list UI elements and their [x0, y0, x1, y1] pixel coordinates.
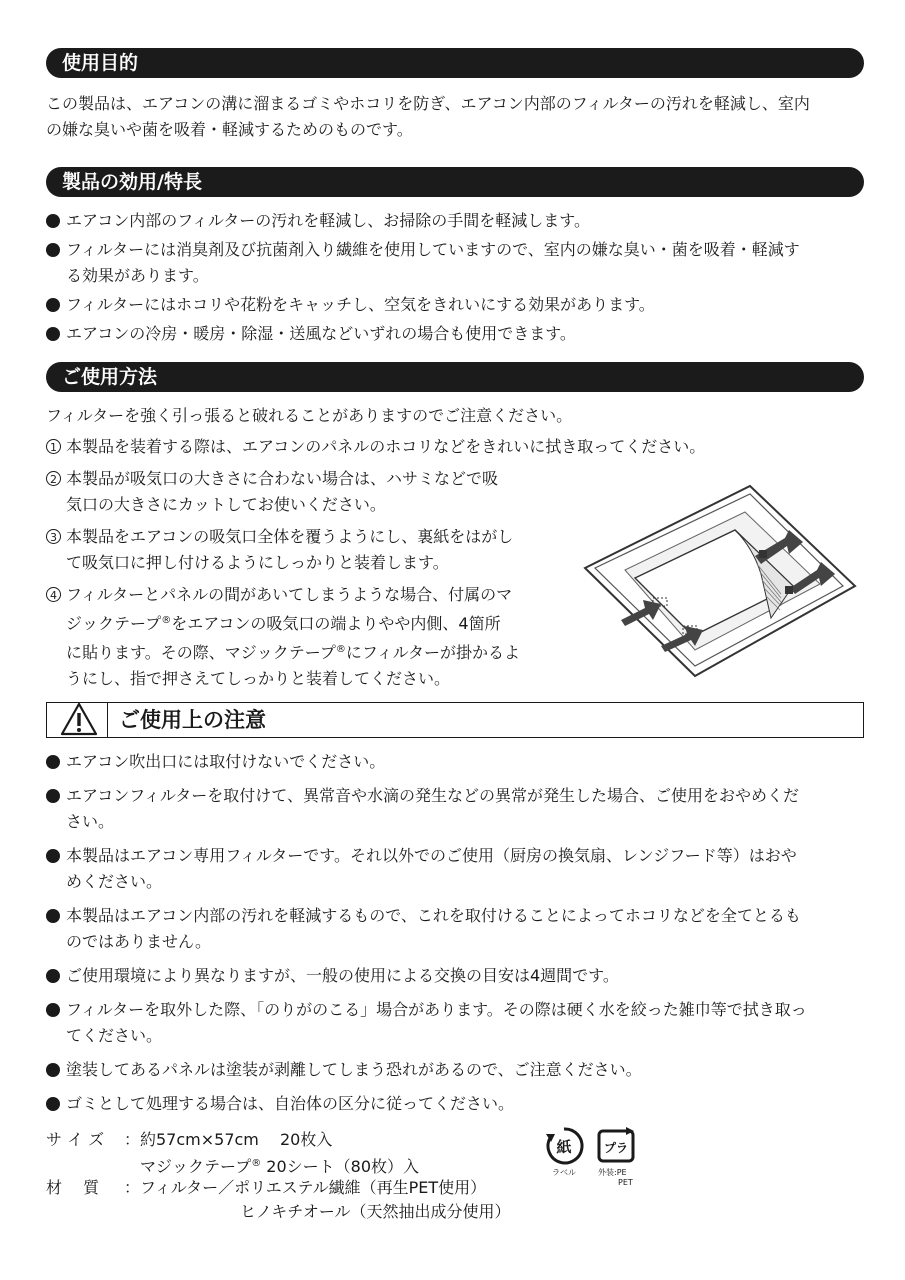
paper-caption: ラベル: [552, 1168, 576, 1177]
features-list: [46, 208, 800, 347]
list-item-text: フィルターを取外した際、「のりがのこる」場合があります。その際は硬く水を絞った雑巾等で拭き取っ: [66, 1000, 807, 1019]
list-item: [46, 292, 800, 318]
step-text: 本製品をエアコンの吸気口全体を覆うようにし、裏紙をはがし: [66, 527, 514, 546]
list-item-text: ゴミとして処理する場合は、自治体の区分に従ってください。: [66, 1094, 515, 1113]
caution-list: [46, 749, 807, 1117]
step-text-part: にフィルターが掛かるよ: [345, 643, 521, 662]
list-item-text: のではありません。: [66, 932, 211, 951]
step-text: て吸気口に押し付けるようにしっかりと装着します。: [66, 553, 449, 572]
list-item-text: 本製品はエアコン専用フィルターです。それ以外でのご使用（厨房の換気扇、レンジフード等）はおや: [66, 846, 797, 865]
material-label: 材 質: [46, 1178, 100, 1197]
bullet-icon: [46, 214, 60, 228]
size-colon: ：: [124, 1130, 141, 1149]
features-header: [46, 167, 864, 197]
size-label: サ イ ズ: [46, 1130, 105, 1149]
purpose-header: [46, 48, 864, 78]
bullet-icon: [46, 789, 60, 803]
purpose-line: の嫌な臭いや菌を吸着・軽減するためのものです。: [46, 120, 413, 139]
plastic-recycle-icon: [596, 1126, 636, 1166]
plastic-mark-text: プラ: [603, 1141, 629, 1155]
bullet-icon: [46, 849, 60, 863]
caution-header: [46, 702, 864, 738]
usage-intro: フィルターを強く引っ張ると破れることがありますのでご注意ください。: [46, 406, 573, 425]
list-item-text: る効果があります。: [66, 266, 209, 285]
list-item-text: てください。: [66, 1026, 163, 1045]
bullet-icon: [46, 1003, 60, 1017]
bullet-icon: [46, 909, 60, 923]
list-item-text: エアコンの冷房・暖房・除湿・送風などいずれの場合も使用できます。: [66, 324, 576, 343]
usage-title: ご使用方法: [62, 366, 158, 388]
step-number: 4: [46, 587, 61, 602]
list-item: [46, 237, 800, 289]
bullet-icon: [46, 243, 60, 257]
paper-recycle-icon: [544, 1126, 584, 1166]
step-number: 3: [46, 529, 61, 544]
list-item-text: エアコン内部のフィルターの汚れを軽減し、お掃除の手間を軽減します。: [66, 211, 591, 230]
step-text-part: ジックテープ: [66, 614, 162, 633]
step-text-part: をエアコンの吸気口の端よりやや内側、4箇所: [171, 614, 501, 633]
purpose-text: [46, 91, 810, 143]
size-value: 約57cm×57cm 20枚入: [140, 1130, 333, 1149]
purpose-title: 使用目的: [62, 52, 139, 74]
step-text: フィルターとパネルの間があいてしまうような場合、付属のマ: [66, 585, 513, 604]
step-text: うにし、指で押さえてしっかりと装着してください。: [66, 669, 451, 688]
registered-mark: ®: [161, 615, 172, 626]
list-item: [46, 843, 807, 895]
caution-divider: [107, 703, 108, 737]
features-title: 製品の効用/特長: [62, 171, 202, 193]
list-item-text: めください。: [66, 872, 163, 891]
list-item: [46, 1091, 807, 1117]
bullet-icon: [46, 1097, 60, 1111]
bullet-icon: [46, 755, 60, 769]
list-item-text: 塗装してあるパネルは塗装が剥離してしまう恐れがあるので、ご注意ください。: [66, 1060, 642, 1079]
step-number: 1: [46, 439, 61, 454]
list-item: [46, 903, 807, 955]
registered-mark: ®: [251, 1158, 262, 1169]
registered-mark: ®: [335, 644, 346, 655]
list-item-text: エアコン吹出口には取付けないでください。: [66, 752, 386, 771]
step-text: 本製品が吸気口の大きさに合わない場合は、ハサミなどで吸: [66, 469, 499, 488]
bullet-icon: [46, 969, 60, 983]
step-item: [46, 434, 705, 460]
caution-title: ご使用上の注意: [119, 708, 266, 732]
installation-illustration: [575, 478, 860, 678]
step-text-part: に貼ります。その際、マジックテープ: [66, 643, 336, 662]
material-value-2: ヒノキチオール（天然抽出成分使用）: [240, 1202, 511, 1221]
step-number: 2: [46, 471, 61, 486]
list-item: [46, 321, 800, 347]
paper-mark-text: 紙: [556, 1138, 572, 1156]
material-colon: ：: [124, 1178, 141, 1197]
size-value-2: [140, 1152, 419, 1178]
step-text: 本製品を装着する際は、エアコンのパネルのホコリなどをきれいに拭き取ってください。: [66, 437, 706, 456]
warning-icon: [59, 701, 99, 737]
list-item-text: フィルターにはホコリや花粉をキャッチし、空気をきれいにする効果があります。: [66, 295, 655, 314]
list-item: [46, 783, 807, 835]
list-item: [46, 208, 800, 234]
list-item: [46, 749, 807, 775]
list-item: [46, 1057, 807, 1083]
size-value-part: 20シート（80枚）入: [261, 1157, 420, 1176]
bullet-icon: [46, 1063, 60, 1077]
size-value-part: マジックテープ: [140, 1157, 252, 1176]
list-item-text: さい。: [66, 812, 115, 831]
list-item: [46, 963, 807, 989]
purpose-line: この製品は、エアコンの溝に溜まるゴミやホコリを防ぎ、エアコン内部のフィルターの汚れを軽減し、室内: [46, 94, 810, 113]
list-item-text: エアコンフィルターを取付けて、異常音や水滴の発生などの異常が発生した場合、ご使用をおやめくだ: [66, 786, 799, 805]
material-value: フィルター／ポリエステル繊維（再生PET使用）: [140, 1178, 487, 1197]
usage-header: [46, 362, 864, 392]
plastic-caption-2: PET: [618, 1178, 633, 1187]
plastic-caption: 外装:PE: [598, 1168, 627, 1177]
bullet-icon: [46, 327, 60, 341]
list-item-text: フィルターには消臭剤及び抗菌剤入り繊維を使用していますので、室内の嫌な臭い・菌を吸着・軽減す: [66, 240, 800, 259]
list-item-text: 本製品はエアコン内部の汚れを軽減するもので、これを取付けることによってホコリなどを全てとるも: [66, 906, 801, 925]
step-text: 気口の大きさにカットしてお使いください。: [66, 495, 386, 514]
list-item-text: ご使用環境により異なりますが、一般の使用による交換の目安は4週間です。: [66, 966, 619, 985]
bullet-icon: [46, 298, 60, 312]
list-item: [46, 997, 807, 1049]
